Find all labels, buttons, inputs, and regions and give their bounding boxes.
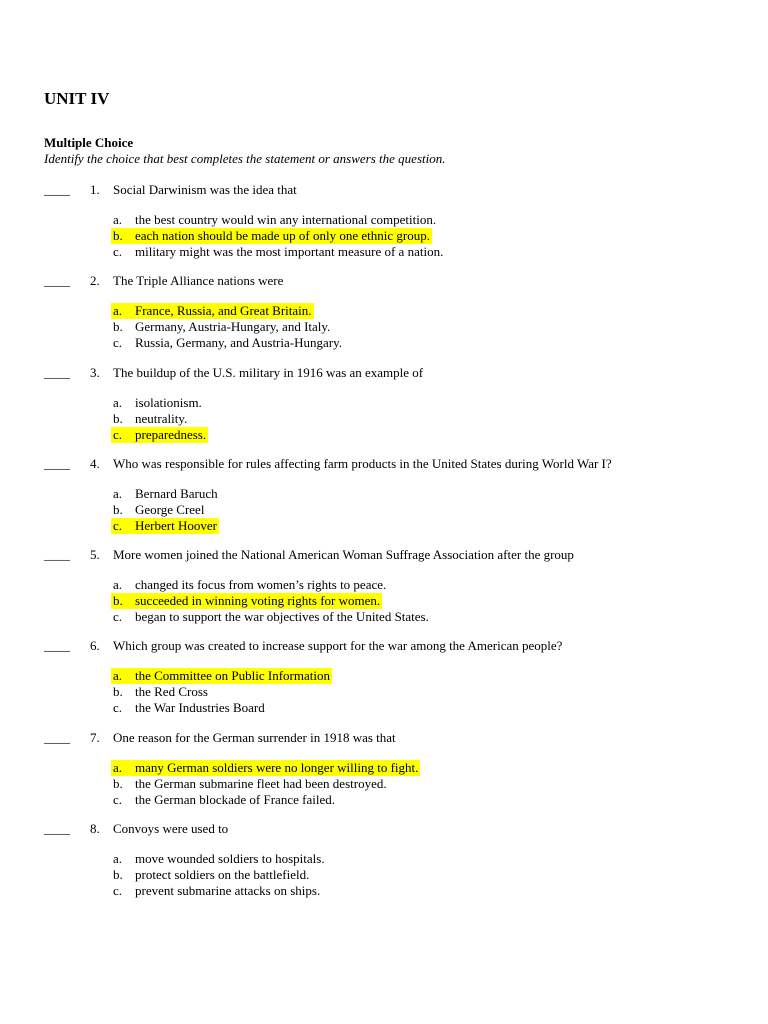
option-text: each nation should be made up of only one ethnic group. [135, 228, 430, 243]
question-6 [0, 636, 768, 727]
question-number: 5. [90, 547, 100, 563]
option-letter: b. [113, 775, 123, 791]
question-list [0, 180, 768, 910]
answer-option [0, 502, 768, 518]
answer-option [0, 851, 768, 867]
option-text: France, Russia, and Great Britain. [135, 303, 312, 319]
option-text: Herbert Hoover [135, 517, 217, 533]
option-letter: b. [113, 228, 123, 243]
question-text: Social Darwinism was the idea that [113, 182, 297, 197]
answer-option [0, 700, 768, 716]
answer-option [0, 577, 768, 593]
option-text: protect soldiers on the battlefield. [135, 867, 310, 883]
option-letter: a. [113, 577, 123, 593]
option-letter: c. [113, 791, 123, 807]
option-letter: c. [113, 244, 123, 259]
question-number: 2. [90, 273, 100, 289]
option-text: Russia, Germany, and Austria-Hungary. [135, 335, 342, 351]
question-number: 3. [90, 364, 100, 380]
question-number: 6. [90, 638, 100, 654]
option-letter: b. [113, 684, 123, 700]
answer-options [0, 668, 768, 716]
question-stem [0, 819, 768, 841]
highlight-mark [111, 303, 314, 319]
highlight-mark [111, 427, 208, 443]
option-letter: b. [113, 410, 123, 426]
question-5 [0, 545, 768, 636]
answer-option-highlighted [0, 668, 768, 684]
option-text: the German submarine fleet had been destroyed. [135, 775, 387, 791]
option-letter: a. [113, 212, 123, 227]
question-text: Who was responsible for rules affecting farm products in the United States during World War I? [113, 455, 612, 471]
question-number: 4. [90, 455, 100, 471]
highlight-mark [111, 518, 219, 534]
answer-options [0, 760, 768, 808]
answer-blank: ____ [44, 638, 70, 654]
option-letter: a. [113, 394, 123, 410]
question-number: 1. [90, 182, 100, 197]
answer-option [0, 776, 768, 792]
question-number: 8. [90, 821, 100, 837]
answer-options [0, 486, 768, 534]
answer-option-highlighted [0, 760, 768, 776]
option-letter: a. [113, 851, 123, 867]
question-stem [0, 545, 768, 567]
question-stem [0, 363, 768, 385]
option-letter: c. [113, 609, 123, 625]
answer-option [0, 411, 768, 427]
answer-options [0, 395, 768, 443]
question-2 [0, 271, 768, 362]
question-text: Which group was created to increase support for the war among the American people? [113, 638, 563, 654]
answer-option [0, 609, 768, 625]
option-letter: a. [113, 668, 123, 684]
highlight-mark [111, 760, 420, 776]
option-text: neutrality. [135, 410, 188, 426]
question-stem [0, 180, 768, 202]
option-letter: c. [113, 335, 123, 351]
answer-blank: ____ [44, 729, 70, 745]
option-text: changed its focus from women’s rights to peace. [135, 577, 387, 593]
answer-option [0, 486, 768, 502]
option-letter: c. [113, 517, 123, 533]
answer-options [0, 212, 768, 260]
instructions-text: Identify the choice that best completes the statement or answers the question. [44, 151, 446, 166]
answer-option [0, 319, 768, 335]
answer-options [0, 303, 768, 351]
option-text: began to support the war objectives of the United States. [135, 609, 429, 625]
answer-option [0, 684, 768, 700]
option-letter: c. [113, 426, 123, 442]
question-stem [0, 454, 768, 476]
answer-option-highlighted [0, 593, 768, 609]
option-letter: c. [113, 700, 123, 716]
option-text: preparedness. [135, 426, 207, 442]
answer-options [0, 577, 768, 625]
option-text: succeeded in winning voting rights for women. [135, 593, 381, 609]
question-3 [0, 363, 768, 454]
option-letter: b. [113, 319, 123, 335]
option-letter: b. [113, 867, 123, 883]
answer-option-highlighted [0, 427, 768, 443]
option-text: George Creel [135, 501, 205, 517]
question-7 [0, 728, 768, 819]
question-stem [0, 636, 768, 658]
answer-options [0, 851, 768, 899]
highlight-mark [111, 228, 432, 244]
option-text: the Committee on Public Information [135, 668, 330, 684]
question-text: Convoys were used to [113, 821, 229, 837]
answer-option-highlighted [0, 228, 768, 244]
option-letter: a. [113, 303, 123, 319]
answer-blank: ____ [44, 273, 70, 289]
option-text: prevent submarine attacks on ships. [135, 883, 321, 899]
option-letter: b. [113, 501, 123, 517]
highlight-mark [111, 668, 332, 684]
question-stem [0, 728, 768, 750]
answer-option [0, 212, 768, 228]
answer-option [0, 395, 768, 411]
section-heading: Multiple Choice [44, 135, 134, 150]
answer-option [0, 792, 768, 808]
question-text: The buildup of the U.S. military in 1916 was an example of [113, 364, 424, 380]
answer-option [0, 883, 768, 899]
question-stem [0, 271, 768, 293]
answer-option [0, 867, 768, 883]
answer-option [0, 244, 768, 260]
option-letter: a. [113, 759, 123, 775]
question-text: The Triple Alliance nations were [113, 273, 284, 289]
answer-blank: ____ [44, 364, 70, 380]
option-text: many German soldiers were no longer willing to fight. [135, 759, 419, 775]
answer-option [0, 335, 768, 351]
answer-blank: ____ [44, 821, 70, 837]
option-text: military might was the most important measure of a nation. [135, 244, 444, 259]
question-4 [0, 454, 768, 545]
option-text: Bernard Baruch [135, 485, 218, 501]
option-letter: b. [113, 593, 123, 609]
answer-blank: ____ [44, 547, 70, 563]
answer-blank: ____ [44, 182, 70, 197]
option-text: the best country would win any international competition. [135, 212, 437, 227]
answer-option-highlighted [0, 303, 768, 319]
option-text: the Red Cross [135, 684, 208, 700]
answer-blank: ____ [44, 455, 70, 471]
option-letter: c. [113, 883, 123, 899]
question-number: 7. [90, 729, 100, 745]
option-text: move wounded soldiers to hospitals. [135, 851, 325, 867]
option-letter: a. [113, 485, 123, 501]
option-text: the German blockade of France failed. [135, 791, 335, 807]
answer-option-highlighted [0, 518, 768, 534]
option-text: isolationism. [135, 394, 202, 410]
question-text: One reason for the German surrender in 1918 was that [113, 729, 396, 745]
option-text: Germany, Austria-Hungary, and Italy. [135, 319, 331, 335]
unit-title: UNIT IV [44, 89, 110, 108]
question-8 [0, 819, 768, 910]
option-text: the War Industries Board [135, 700, 265, 716]
highlight-mark [111, 593, 382, 609]
question-1 [0, 180, 768, 271]
question-text: More women joined the National American Woman Suffrage Association after the group [113, 547, 574, 563]
